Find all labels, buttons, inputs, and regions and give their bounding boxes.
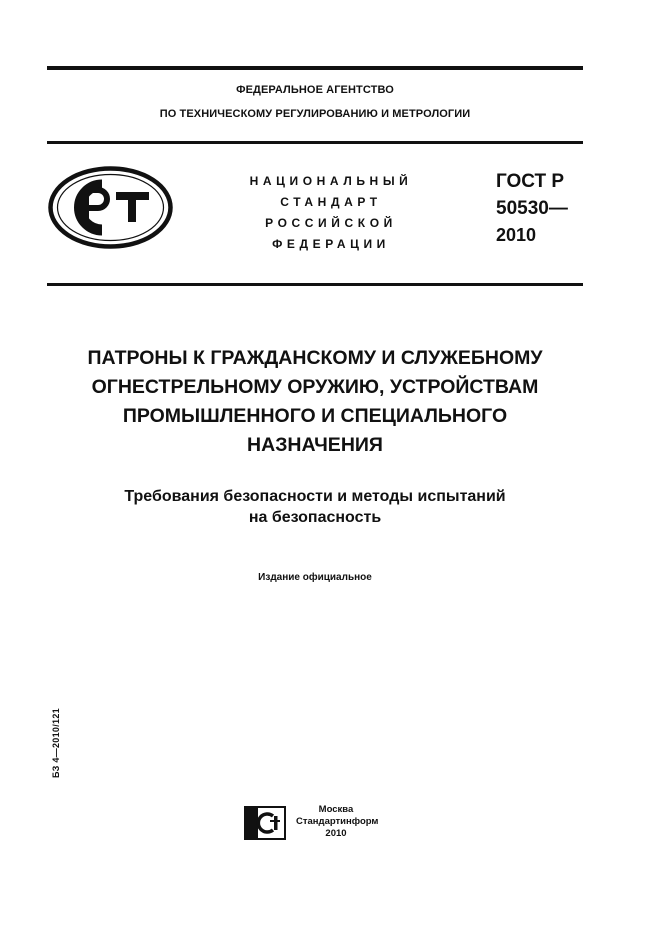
document-subtitle [40, 486, 590, 528]
standard-type-line-3: РОССИЙСКОЙ [265, 216, 397, 230]
middle-rule [47, 141, 583, 144]
subtitle-line-1: Требования безопасности и методы испытаний [124, 488, 506, 505]
title-line-3: ПРОМЫШЛЕННОГО И СПЕЦИАЛЬНОГО [122, 405, 508, 427]
side-code: БЗ 4—2010/121 [51, 708, 61, 778]
title-line-1: ПАТРОНЫ К ГРАЖДАНСКОМУ И СЛУЖЕБНОМУ [87, 347, 543, 369]
publisher-logo-icon [244, 806, 286, 840]
standard-type [226, 171, 436, 255]
designation-number: 50530— [496, 198, 568, 219]
gost-r-logo-icon [48, 166, 173, 249]
publisher-year: 2010 [325, 828, 347, 839]
subtitle-line-2: на безопасность [248, 509, 382, 526]
publisher-name: Стандартинформ [296, 816, 379, 827]
publisher-city: Москва [318, 804, 354, 815]
designation-year: 2010 [496, 225, 537, 245]
agency-line-1: ФЕДЕРАЛЬНОЕ АГЕНТСТВО [236, 84, 394, 96]
title-line-2: ОГНЕСТРЕЛЬНОМУ ОРУЖИЮ, УСТРОЙСТВАМ [91, 376, 539, 398]
edition-note: Издание официальное [258, 572, 372, 583]
standard-type-line-2: СТАНДАРТ [280, 195, 382, 209]
designation-prefix: ГОСТ Р [496, 171, 565, 192]
publisher-block [296, 804, 379, 840]
agency-line-2: ПО ТЕХНИЧЕСКОМУ РЕГУЛИРОВАНИЮ И МЕТРОЛОГИИ [159, 108, 471, 120]
top-rule [47, 66, 583, 70]
document-title [40, 344, 590, 460]
bottom-rule [47, 283, 583, 286]
title-line-4: НАЗНАЧЕНИЯ [247, 434, 383, 456]
standard-type-line-1: НАЦИОНАЛЬНЫЙ [249, 174, 413, 188]
standard-designation [496, 168, 568, 249]
standard-type-line-4: ФЕДЕРАЦИИ [272, 237, 390, 251]
